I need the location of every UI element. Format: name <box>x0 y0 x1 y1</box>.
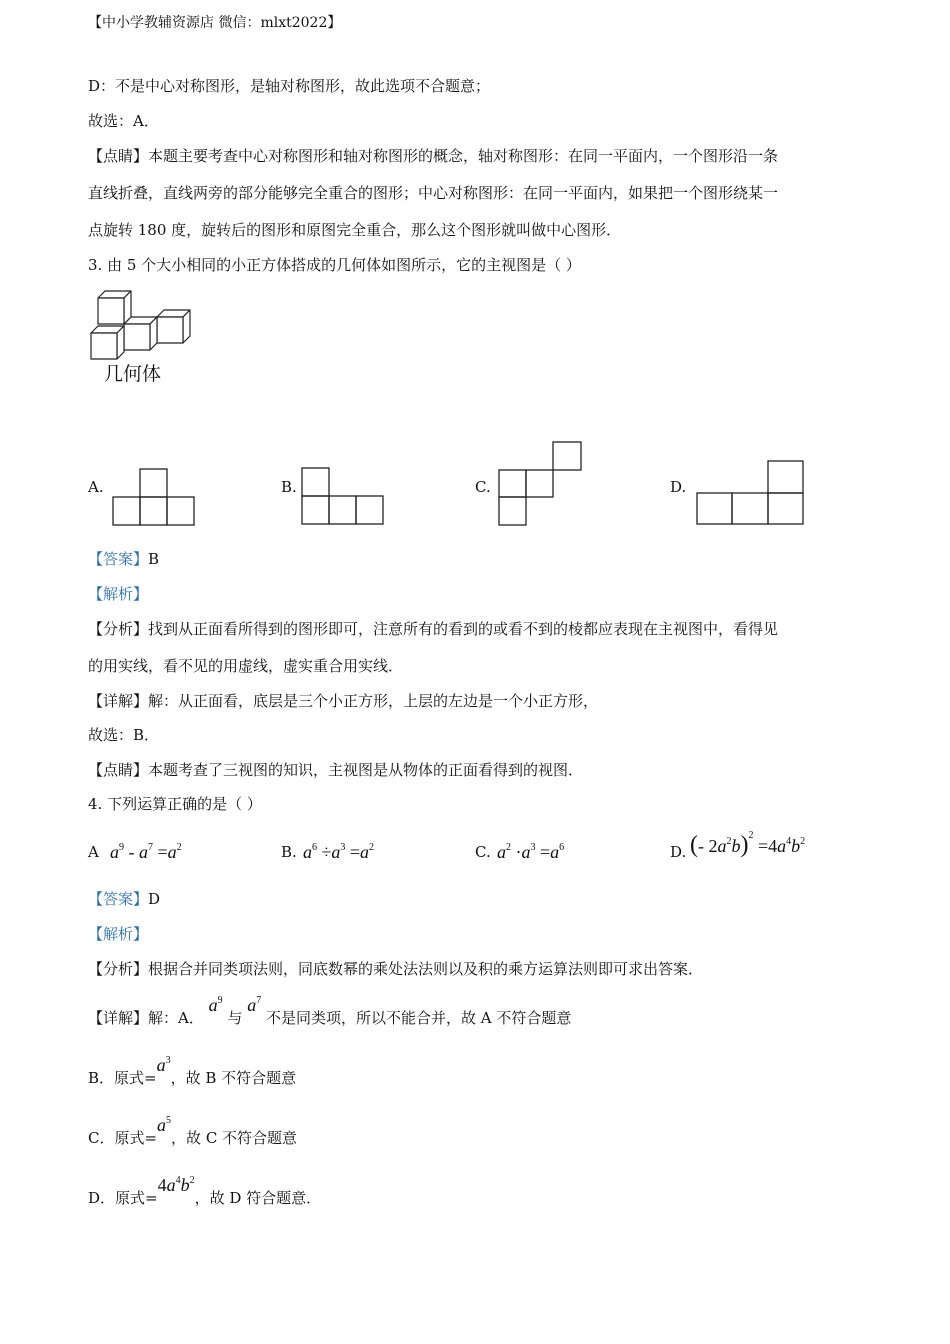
q4-option-a-formula: $a^9 - a^7 =a^2$ <box>110 842 182 862</box>
q2-option-d-explanation: D：不是中心对称图形，是轴对称图形，故此选项不合题意； <box>88 77 491 95</box>
q4-detail-term-a9: $a^9$ <box>208 995 223 1015</box>
q3-option-c-label: C. <box>475 478 491 496</box>
q3-option-d-figure <box>696 460 806 526</box>
q4-detail-b-result: $a^3$ <box>156 1055 171 1075</box>
page-header: 【中小学教辅资源店 微信：mlxt2022】 <box>88 15 342 31</box>
q4-detail-c-line <box>88 1115 298 1147</box>
q3-detail: 【详解】解：从正面看，底层是三个小正方形，上层的左边是一个小正方形， <box>88 692 599 710</box>
q2-choice: 故选：A． <box>88 112 159 130</box>
q4-detail-c-result: $a^5$ <box>157 1115 172 1135</box>
q3-stem: 3. 由 5 个大小相同的小正方体搭成的几何体如图所示，它的主视图是（ ） <box>88 256 581 274</box>
q3-choice: 故选：B． <box>88 726 160 744</box>
q4-detail-c-suffix: ，故 C 不符合题意 <box>171 1129 298 1147</box>
q4-answer-tag: 【答案】 <box>88 890 149 908</box>
q4-option-b-label: B. <box>281 843 297 861</box>
q3-answer-tag: 【答案】 <box>88 550 149 568</box>
q3-analysis-line-1: 【分析】找到从正面看所得到的图形即可，注意所有的看到的或看不到的棱都应表现在主视图中，看得见 <box>88 620 779 638</box>
q3-answer-line <box>88 552 159 567</box>
q2-comment-line-2: 直线折叠，直线两旁的部分能够完全重合的图形；中心对称图形：在同一平面内，如果把一个图形绕某一 <box>88 184 779 202</box>
q4-option-c-formula: $a^2 \cdot a^3 =a^6$ <box>497 842 565 862</box>
q2-comment-line-1: 【点睛】本题主要考查中心对称图形和轴对称图形的概念，轴对称图形：在同一平面内，一个图形沿一条 <box>88 147 779 165</box>
q3-geometric-solid-figure <box>88 290 198 365</box>
q3-analysis-line-2: 的用实线，看不见的用虚线，虚实重合用实线． <box>88 657 404 675</box>
q4-detail-c-prefix: C．原式= <box>88 1129 158 1147</box>
q4-detail-prefix: 【详解】解：A． <box>88 1009 204 1027</box>
q3-comment: 【点睛】本题考查了三视图的知识，主视图是从物体的正面看得到的视图． <box>88 761 584 779</box>
q4-detail-b-prefix: B．原式= <box>88 1069 157 1087</box>
q3-option-b-figure <box>301 467 385 525</box>
q3-answer-value: B <box>148 550 160 568</box>
q4-option-d-formula: (- $2a^2b)^2 =4a^4b^2$ <box>690 830 806 858</box>
q3-option-a-figure <box>112 468 196 526</box>
q4-detail-suffix: 不是同类项，所以不能合并，故 A 不符合题意 <box>265 1009 572 1027</box>
q3-option-c-figure <box>498 441 584 527</box>
q3-figure-caption: 几何体 <box>104 363 162 385</box>
q4-option-b-formula: $a^6 \div a^3 =a^2$ <box>303 842 375 862</box>
q4-option-a-label: A <box>88 843 99 861</box>
q3-option-b-label: B. <box>281 478 297 496</box>
q4-answer-line <box>88 892 160 907</box>
q4-option-d-label: D. <box>670 843 687 861</box>
q4-detail-d-prefix: D．原式= <box>88 1189 158 1207</box>
q4-detail-with: 与 <box>227 1009 243 1027</box>
q4-detail-b-suffix: ，故 B 不符合题意 <box>170 1069 297 1087</box>
q4-detail-d-result: $4a^4b^2$ <box>157 1175 195 1195</box>
q4-stem: 4. 下列运算正确的是（ ） <box>88 795 262 813</box>
q4-analysis-tag: 【解析】 <box>88 925 149 943</box>
q3-option-a-label: A. <box>88 478 104 496</box>
q4-detail-d-line <box>88 1175 322 1207</box>
q3-analysis-tag: 【解析】 <box>88 585 149 603</box>
q2-comment-line-3: 点旋转 180 度，旋转后的图形和原图完全重合，那么这个图形就叫做中心图形． <box>88 221 622 239</box>
q3-option-d-label: D. <box>670 478 687 496</box>
q4-detail-term-a7: $a^7$ <box>247 995 262 1015</box>
q4-answer-value: D <box>148 890 161 908</box>
q4-detail-d-suffix: ，故 D 符合题意． <box>194 1189 322 1207</box>
q4-detail-b-line <box>88 1055 297 1087</box>
q4-option-c-label: C. <box>475 843 491 861</box>
q4-analysis: 【分析】根据合并同类项法则，同底数幂的乘处法法则以及积的乘方运算法则即可求出答案． <box>88 960 704 978</box>
q4-detail-line <box>88 995 572 1027</box>
